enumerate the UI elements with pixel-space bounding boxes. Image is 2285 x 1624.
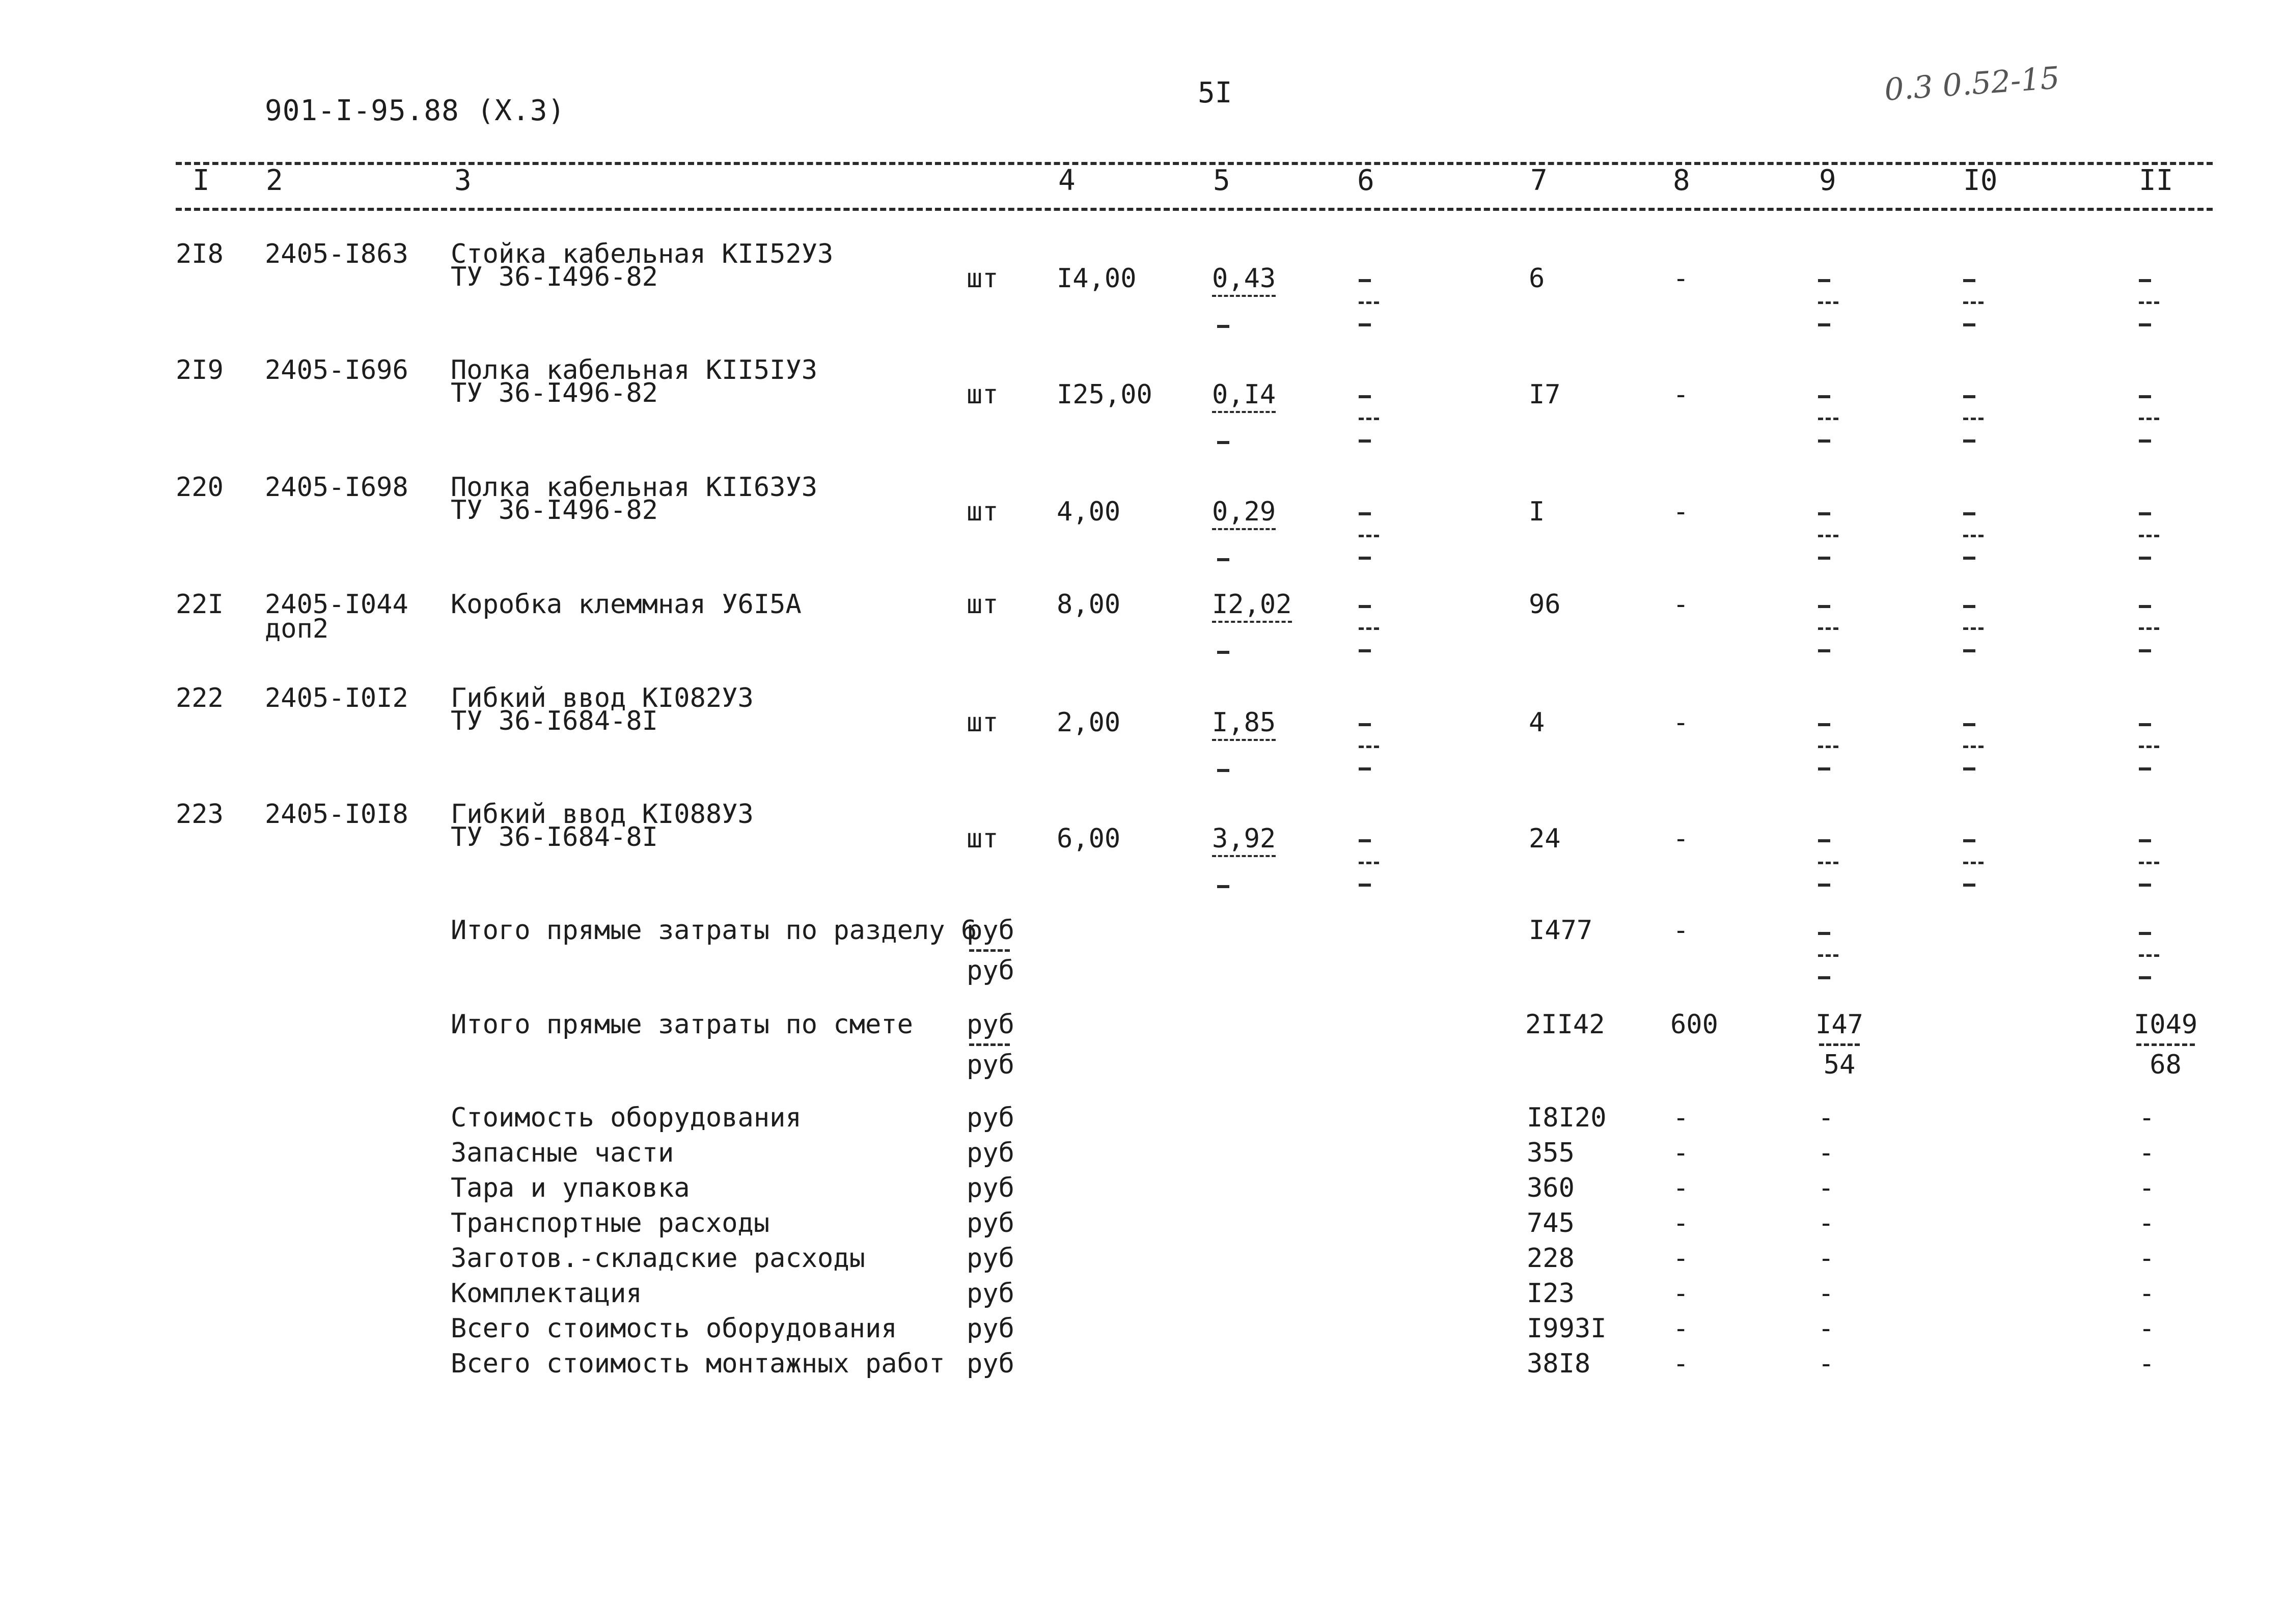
summary-col7: 360 <box>1527 1173 1575 1203</box>
item-col8: - <box>1673 497 1689 527</box>
item-quantity: 2,00 <box>1057 707 1121 738</box>
item-price-value: 3,92 <box>1212 823 1276 857</box>
item-unit: шт <box>967 707 999 738</box>
col-1-label: I <box>192 164 210 197</box>
handwritten-note: 0.3 0.52-15 <box>1883 60 2061 108</box>
summary-col7: I23 <box>1527 1278 1575 1309</box>
total-estimate-unit <box>967 1010 1012 1080</box>
item-price-value: I2,02 <box>1212 589 1292 623</box>
col11-dashes <box>2139 279 2159 346</box>
item-col8: - <box>1673 707 1689 738</box>
item-code: 2405-I044 <box>265 589 408 620</box>
summary-col9: - <box>1818 1278 1834 1309</box>
item-price-value: 0,29 <box>1212 497 1276 530</box>
total-section-unit <box>967 916 1012 985</box>
col10-dashes <box>1963 605 1984 672</box>
header-rule-top <box>176 162 2213 165</box>
item-number: 223 <box>176 799 224 830</box>
item-col8: - <box>1673 263 1689 294</box>
fraction-bar <box>969 1043 1010 1046</box>
item-price <box>1212 824 1276 854</box>
col9-bottom: 54 <box>1823 1050 1856 1080</box>
col6-dashes <box>1359 723 1379 790</box>
header-rule-bottom <box>176 208 2213 211</box>
summary-label: Комплектация <box>451 1278 642 1309</box>
item-price <box>1212 380 1276 409</box>
col11-dashes <box>2139 839 2159 906</box>
item-name: Полка кабельная КII63УЗ <box>451 472 818 503</box>
total-estimate-col9 <box>1814 1010 1865 1080</box>
page-number: 5I <box>1198 76 1232 109</box>
item-quantity: I25,00 <box>1057 379 1152 410</box>
summary-label: Заготов.-складские расходы <box>451 1243 865 1274</box>
total-estimate-col11 <box>2134 1010 2197 1080</box>
summary-unit: руб <box>967 1103 1014 1133</box>
item-spec: ТУ 36-I496-82 <box>451 378 658 408</box>
item-spec: ТУ 36-I684-8I <box>451 706 658 736</box>
total-section-col9-dashes <box>1818 932 1838 999</box>
item-number: 220 <box>176 472 224 503</box>
item-number: 222 <box>176 683 224 713</box>
item-code: 2405-I0I2 <box>265 683 408 713</box>
item-col7: I <box>1529 497 1545 527</box>
item-name: Гибкий ввод КI088УЗ <box>451 799 754 830</box>
col-11-label: II <box>2139 164 2173 197</box>
item-col8: - <box>1673 589 1689 620</box>
item-unit: шт <box>967 497 999 527</box>
unit-top: руб <box>967 1009 1014 1040</box>
item-spec: ТУ 36-I496-82 <box>451 495 658 526</box>
item-spec: ТУ 36-I496-82 <box>451 262 658 292</box>
col-2-label: 2 <box>266 164 283 197</box>
summary-col11: - <box>2139 1313 2155 1344</box>
col10-dashes <box>1963 839 1984 906</box>
item-name: Коробка клеммная У6I5А <box>451 589 802 620</box>
col-7-label: 7 <box>1530 164 1548 197</box>
col-9-label: 9 <box>1819 164 1836 197</box>
item-code: 2405-I863 <box>265 239 408 269</box>
item-quantity: 4,00 <box>1057 497 1121 527</box>
summary-col8: - <box>1673 1243 1689 1274</box>
summary-label: Всего стоимость оборудования <box>451 1313 897 1344</box>
col9-dashes <box>1818 605 1838 672</box>
item-code-suffix: доп2 <box>265 614 329 644</box>
item-code: 2405-I696 <box>265 355 408 386</box>
item-price <box>1212 708 1276 737</box>
summary-col8: - <box>1673 1278 1689 1309</box>
item-number: 2I9 <box>176 355 224 386</box>
col-5-label: 5 <box>1213 164 1230 197</box>
col6-dashes <box>1359 395 1379 462</box>
summary-col9: - <box>1818 1138 1834 1168</box>
total-estimate-label: Итого прямые затраты по смете <box>451 1009 913 1040</box>
col11-top: I049 <box>2134 1009 2198 1040</box>
item-price <box>1212 264 1276 293</box>
item-unit: шт <box>967 823 999 854</box>
summary-col11: - <box>2139 1348 2155 1379</box>
col-8-label: 8 <box>1673 164 1690 197</box>
item-unit: шт <box>967 379 999 410</box>
summary-col9: - <box>1818 1173 1834 1203</box>
col6-dashes <box>1359 279 1379 346</box>
price-sub-dash <box>1217 885 1229 888</box>
item-name: Стойка кабельная КII52УЗ <box>451 239 834 269</box>
summary-col8: - <box>1673 1208 1689 1238</box>
summary-col9: - <box>1818 1313 1834 1344</box>
item-number: 2I8 <box>176 239 224 269</box>
summary-col7: 228 <box>1527 1243 1575 1274</box>
col9-dashes <box>1818 279 1838 346</box>
summary-col11: - <box>2139 1173 2155 1203</box>
col10-dashes <box>1963 279 1984 346</box>
col11-dashes <box>2139 723 2159 790</box>
total-section-col8: - <box>1673 915 1689 946</box>
item-quantity: I4,00 <box>1057 263 1137 294</box>
item-col7: 24 <box>1529 823 1561 854</box>
item-unit: шт <box>967 589 999 620</box>
col-3-label: 3 <box>454 164 472 197</box>
col11-dashes <box>2139 395 2159 462</box>
col11-bottom: 68 <box>2150 1050 2182 1080</box>
summary-unit: руб <box>967 1313 1014 1344</box>
item-name: Гибкий ввод КI082УЗ <box>451 683 754 713</box>
total-estimate-col8: 600 <box>1670 1009 1718 1040</box>
summary-unit: руб <box>967 1138 1014 1168</box>
summary-col8: - <box>1673 1313 1689 1344</box>
item-price-value: 0,43 <box>1212 263 1276 297</box>
summary-col9: - <box>1818 1208 1834 1238</box>
unit-bottom: руб <box>967 955 1014 986</box>
fraction-bar <box>2136 1043 2195 1046</box>
summary-col8: - <box>1673 1103 1689 1133</box>
col10-dashes <box>1963 512 1984 579</box>
item-col7: 96 <box>1529 589 1561 620</box>
summary-col9: - <box>1818 1348 1834 1379</box>
summary-col11: - <box>2139 1243 2155 1274</box>
summary-col7: 38I8 <box>1527 1348 1591 1379</box>
item-unit: шт <box>967 263 999 294</box>
col11-dashes <box>2139 605 2159 672</box>
fraction-bar <box>969 949 1010 952</box>
col10-dashes <box>1963 395 1984 462</box>
item-price <box>1212 590 1292 619</box>
item-name: Полка кабельная КII5IУЗ <box>451 355 818 386</box>
summary-unit: руб <box>967 1278 1014 1309</box>
price-sub-dash <box>1217 769 1229 772</box>
item-col8: - <box>1673 823 1689 854</box>
item-col7: I7 <box>1529 379 1561 410</box>
summary-col11: - <box>2139 1138 2155 1168</box>
document-code: 901-I-95.88 (X.3) <box>265 94 566 127</box>
summary-label: Всего стоимость монтажных работ <box>451 1348 945 1379</box>
col-10-label: I0 <box>1963 164 1998 197</box>
summary-col8: - <box>1673 1348 1689 1379</box>
total-estimate-col7: 2II42 <box>1525 1009 1605 1040</box>
summary-col9: - <box>1818 1243 1834 1274</box>
item-quantity: 8,00 <box>1057 589 1121 620</box>
summary-col9: - <box>1818 1103 1834 1133</box>
col9-dashes <box>1818 723 1838 790</box>
summary-col7: 355 <box>1527 1138 1575 1168</box>
summary-col8: - <box>1673 1173 1689 1203</box>
item-code: 2405-I0I8 <box>265 799 408 830</box>
summary-label: Тара и упаковка <box>451 1173 690 1203</box>
summary-label: Стоимость оборудования <box>451 1103 802 1133</box>
col9-dashes <box>1818 512 1838 579</box>
col6-dashes <box>1359 605 1379 672</box>
col9-dashes <box>1818 839 1838 906</box>
summary-col11: - <box>2139 1278 2155 1309</box>
total-section-label: Итого прямые затраты по разделу 6 <box>451 915 977 946</box>
col9-top: I47 <box>1815 1009 1863 1040</box>
summary-col11: - <box>2139 1208 2155 1238</box>
item-quantity: 6,00 <box>1057 823 1121 854</box>
item-price-value: 0,I4 <box>1212 379 1276 413</box>
summary-unit: руб <box>967 1348 1014 1379</box>
summary-col8: - <box>1673 1138 1689 1168</box>
item-price <box>1212 497 1276 527</box>
col-4-label: 4 <box>1058 164 1076 197</box>
item-col7: 6 <box>1529 263 1545 294</box>
col6-dashes <box>1359 839 1379 906</box>
summary-label: Запасные части <box>451 1138 674 1168</box>
summary-unit: руб <box>967 1173 1014 1203</box>
summary-unit: руб <box>967 1243 1014 1274</box>
summary-label: Транспортные расходы <box>451 1208 770 1238</box>
price-sub-dash <box>1217 558 1229 561</box>
summary-col7: I993I <box>1527 1313 1607 1344</box>
total-section-col7: I477 <box>1529 915 1593 946</box>
item-code: 2405-I698 <box>265 472 408 503</box>
item-col8: - <box>1673 379 1689 410</box>
price-sub-dash <box>1217 325 1229 328</box>
summary-col7: 745 <box>1527 1208 1575 1238</box>
unit-top: руб <box>967 915 1014 946</box>
total-section-col11-dashes <box>2139 932 2159 999</box>
unit-bottom: руб <box>967 1050 1014 1080</box>
price-sub-dash <box>1217 651 1229 654</box>
summary-col7: I8I20 <box>1527 1103 1607 1133</box>
col-6-label: 6 <box>1357 164 1374 197</box>
item-price-value: I,85 <box>1212 707 1276 741</box>
item-spec: ТУ 36-I684-8I <box>451 822 658 852</box>
summary-unit: руб <box>967 1208 1014 1238</box>
col6-dashes <box>1359 512 1379 579</box>
item-number: 22I <box>176 589 224 620</box>
col10-dashes <box>1963 723 1984 790</box>
item-col7: 4 <box>1529 707 1545 738</box>
col11-dashes <box>2139 512 2159 579</box>
fraction-bar <box>1819 1043 1860 1046</box>
price-sub-dash <box>1217 441 1229 444</box>
summary-col11: - <box>2139 1103 2155 1133</box>
col9-dashes <box>1818 395 1838 462</box>
